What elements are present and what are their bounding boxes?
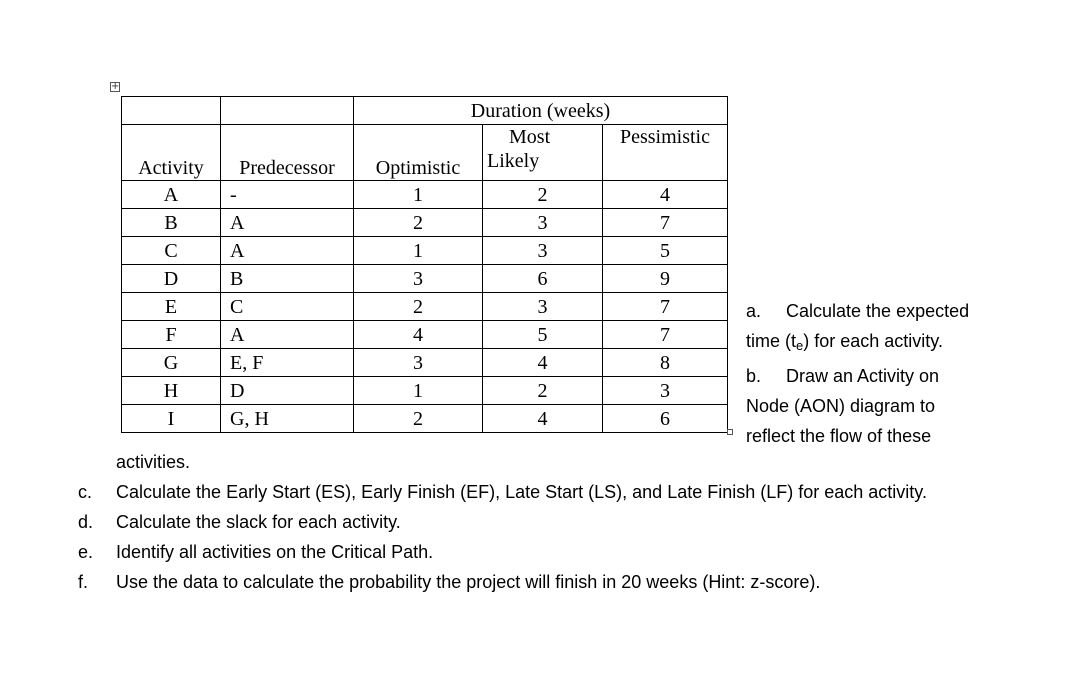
- question-b-line4: activities.: [116, 452, 191, 472]
- header-empty-cell: [122, 97, 221, 125]
- text-wrap-anchor-icon[interactable]: [727, 429, 733, 435]
- question-f: [78, 567, 927, 597]
- predecessor-cell: A: [221, 321, 354, 349]
- predecessor-cell: D: [221, 377, 354, 405]
- most-likely-cell: 3: [483, 209, 603, 237]
- pessimistic-cell: 5: [603, 237, 728, 265]
- question-list: [78, 477, 927, 597]
- predecessor-cell: A: [221, 237, 354, 265]
- most-likely-header: [483, 125, 603, 181]
- most-likely-cell: 3: [483, 237, 603, 265]
- question-a-line2: [746, 326, 1006, 361]
- question-a-time-pre: time (t: [746, 331, 797, 351]
- activity-cell: C: [122, 237, 221, 265]
- predecessor-cell: G, H: [221, 405, 354, 433]
- pert-table: [121, 96, 728, 433]
- table-row: [122, 405, 728, 433]
- predecessor-header: Predecessor: [221, 125, 354, 181]
- most-likely-cell: 4: [483, 349, 603, 377]
- optimistic-cell: 4: [354, 321, 483, 349]
- question-b-text1: Draw an Activity on: [786, 366, 940, 386]
- question-d-letter: d.: [78, 512, 94, 532]
- question-b-letter: b.: [746, 366, 762, 386]
- pessimistic-cell: 3: [603, 377, 728, 405]
- side-questions: [746, 296, 1006, 451]
- activity-cell: I: [122, 405, 221, 433]
- header-row-main: [122, 125, 728, 181]
- most-likely-cell: 4: [483, 405, 603, 433]
- question-a-letter: a.: [746, 301, 762, 321]
- table-body: [122, 181, 728, 433]
- question-c: [78, 477, 927, 507]
- activity-header: Activity: [122, 125, 221, 181]
- optimistic-header: Optimistic: [354, 125, 483, 181]
- pessimistic-cell: 9: [603, 265, 728, 293]
- table-row: [122, 237, 728, 265]
- question-b-line3: reflect the flow of these: [746, 426, 932, 446]
- question-a-text: Calculate the expected: [786, 301, 970, 321]
- activity-cell: A: [122, 181, 221, 209]
- most-likely-cell: 2: [483, 377, 603, 405]
- activity-cell: E: [122, 293, 221, 321]
- question-e: [78, 537, 927, 567]
- table-row: [122, 377, 728, 405]
- optimistic-cell: 1: [354, 377, 483, 405]
- predecessor-cell: -: [221, 181, 354, 209]
- activity-cell: G: [122, 349, 221, 377]
- table-row: [122, 321, 728, 349]
- optimistic-cell: 3: [354, 265, 483, 293]
- pessimistic-cell: 4: [603, 181, 728, 209]
- question-d-text: Calculate the slack for each activity.: [116, 512, 401, 532]
- table-row: [122, 349, 728, 377]
- table-row: [122, 181, 728, 209]
- most-label: Most: [509, 126, 551, 148]
- optimistic-cell: 2: [354, 209, 483, 237]
- pessimistic-cell: 8: [603, 349, 728, 377]
- question-f-text: Use the data to calculate the probability the project will finish in 20 weeks (Hint: z-score).: [116, 572, 821, 592]
- question-b-line2: Node (AON) diagram to: [746, 396, 936, 416]
- optimistic-cell: 1: [354, 237, 483, 265]
- question-b-line1: [746, 361, 1006, 391]
- activity-cell: F: [122, 321, 221, 349]
- optimistic-cell: 2: [354, 405, 483, 433]
- pessimistic-cell: 7: [603, 321, 728, 349]
- most-likely-cell: 5: [483, 321, 603, 349]
- pessimistic-cell: 7: [603, 209, 728, 237]
- question-e-text: Identify all activities on the Critical Path.: [116, 542, 434, 562]
- optimistic-cell: 3: [354, 349, 483, 377]
- activity-cell: D: [122, 265, 221, 293]
- table-row: [122, 209, 728, 237]
- question-a-time-post: ) for each activity.: [803, 331, 943, 351]
- duration-header: Duration (weeks): [354, 97, 728, 125]
- most-likely-cell: 3: [483, 293, 603, 321]
- predecessor-cell: A: [221, 209, 354, 237]
- pessimistic-cell: 7: [603, 293, 728, 321]
- question-f-letter: f.: [78, 572, 89, 592]
- header-empty-cell: [221, 97, 354, 125]
- table-row: [122, 293, 728, 321]
- question-c-text: Calculate the Early Start (ES), Early Finish (EF), Late Start (LS), and Late Finish (LF) for each activity.: [116, 482, 927, 502]
- question-e-letter: e.: [78, 542, 94, 562]
- activity-cell: H: [122, 377, 221, 405]
- predecessor-cell: C: [221, 293, 354, 321]
- predecessor-cell: E, F: [221, 349, 354, 377]
- header-row-top: [122, 97, 728, 125]
- most-likely-cell: 2: [483, 181, 603, 209]
- question-c-letter: c.: [78, 482, 93, 502]
- most-likely-cell: 6: [483, 265, 603, 293]
- activity-cell: B: [122, 209, 221, 237]
- predecessor-cell: B: [221, 265, 354, 293]
- question-d: [78, 507, 927, 537]
- table-move-handle-icon[interactable]: +: [111, 81, 120, 92]
- table-row: [122, 265, 728, 293]
- optimistic-cell: 2: [354, 293, 483, 321]
- question-a-subscript: e: [796, 338, 804, 353]
- optimistic-cell: 1: [354, 181, 483, 209]
- likely-label: Likely: [487, 150, 540, 172]
- pessimistic-header: Pessimistic: [603, 125, 728, 181]
- question-a-line1: [746, 296, 1006, 326]
- pessimistic-cell: 6: [603, 405, 728, 433]
